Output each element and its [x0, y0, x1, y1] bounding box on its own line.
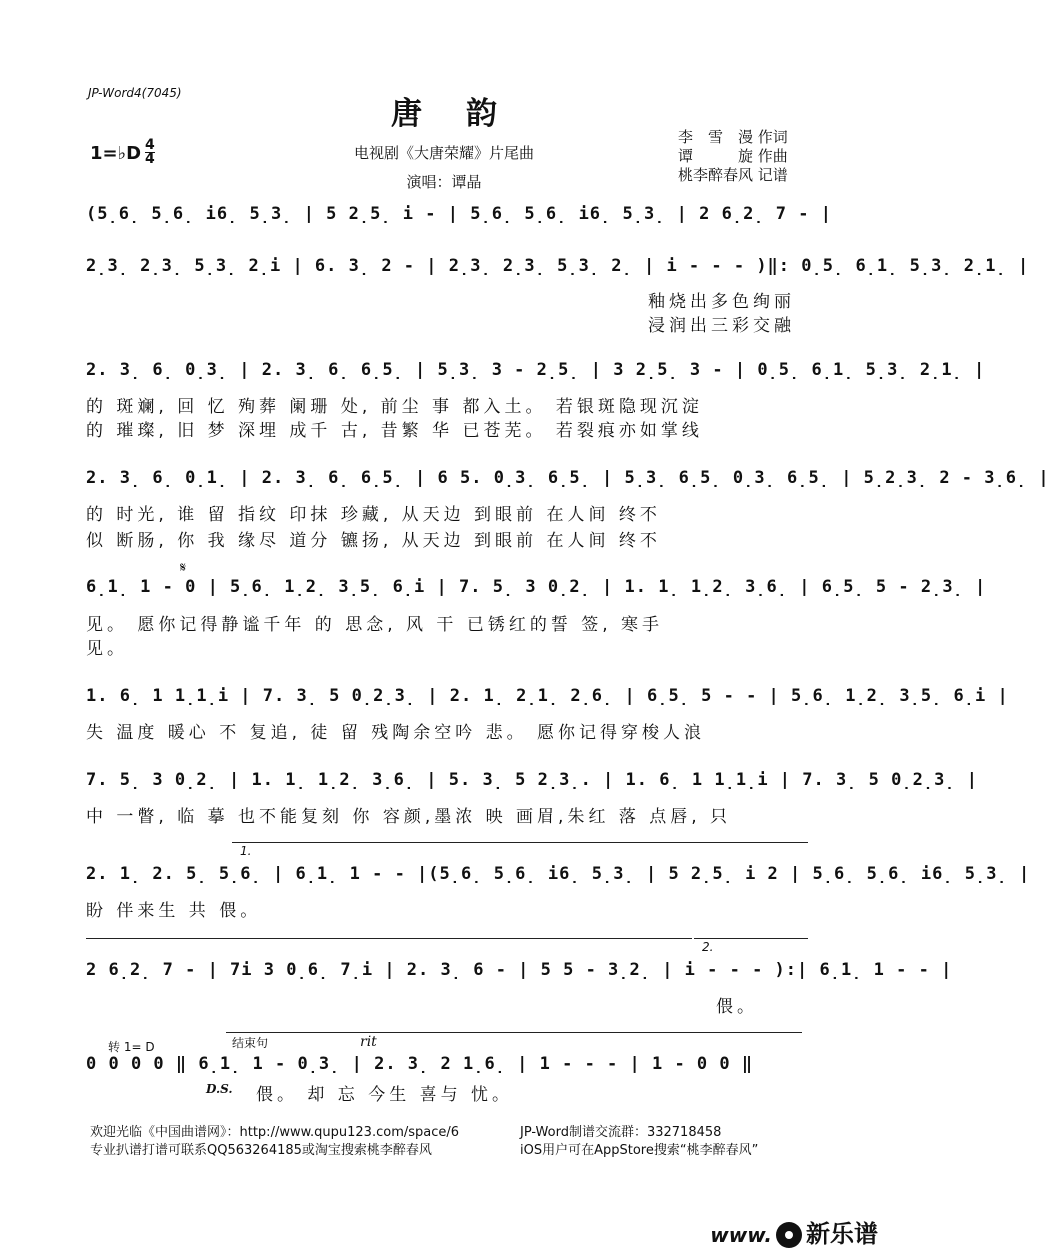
- lyric-line-3-verse-1: 的 斑斓, 回 忆 殉葬 阑珊 处, 前尘 事 都入土。 若银斑隐现沉淀: [86, 397, 703, 417]
- footer-left: [90, 1124, 459, 1160]
- tempo-mark: rit: [360, 1034, 377, 1050]
- lyric-line-8: 盼 伴来生 共 偎。: [86, 901, 262, 921]
- brand-site: www.: [710, 1223, 772, 1247]
- lyric-line-4-verse-2: 似 断肠, 你 我 缘尽 道分 镳扬, 从天边 到眼前 在人间 终不: [86, 531, 661, 551]
- composer-credit: 谭 旋 作曲: [678, 147, 788, 165]
- lyric-line-5-verse-1: 见。 愿你记得静谧千年 的 思念, 风 干 已锈红的誓 签, 寒手: [86, 615, 664, 635]
- notation-line-5: 6̣1̣ 1 - 0 | 5̣6̣ 1̣2̣ 3̣5̣ 6̣i | 7. 5̣ 3 0̣2̣ | 1. 1̣ 1̣2̣ 3̣6̣ | 6̣5̣ 5 - 2̣3̣ |: [86, 577, 987, 597]
- volta-2-label: 2.: [702, 940, 714, 954]
- volta-bracket-2: [694, 938, 808, 939]
- notation-line-1: (5̣6̣ 5̣6̣ i6̣ 5̣3̣ | 5 2̣5̣ i - | 5̣6̣ 5̣6̣ i6̣ 5̣3̣ | 2 6̣2̣ 7 - |: [86, 204, 832, 224]
- notation-line-6: 1. 6̣ 1 1̣1̣i | 7. 3̣ 5 0̣2̣3̣ | 2. 1̣ 2̣1̣ 2̣6̣ | 6̣5̣ 5 - - | 5̣6̣ 1̣2̣ 3̣5̣ 6̣i |: [86, 686, 1009, 706]
- volta-1-label: 1.: [240, 844, 252, 858]
- footer-group-line: JP-Word制谱交流群：332718458: [520, 1125, 722, 1140]
- transcriber-credit: 桃李醉春风 记谱: [678, 166, 788, 184]
- key-signature: 1=♭D: [90, 143, 142, 164]
- lyric-line-5-verse-2: 见。: [86, 639, 128, 659]
- lyric-line-9: 偎。: [716, 997, 758, 1017]
- lyricist-credit: 李 雪 漫 作词: [678, 128, 788, 146]
- software-label: JP-Word4(7045): [88, 86, 182, 100]
- lyric-line-2-verse-2: 浸润出三彩交融: [648, 316, 795, 336]
- lyric-line-4-verse-1: 的 时光, 谁 留 指纹 印抹 珍藏, 从天边 到眼前 在人间 终不: [86, 505, 661, 525]
- footer-contact-line: 专业扒谱打谱可联系QQ563264185或淘宝搜索桃李醉春风: [90, 1143, 432, 1158]
- notation-line-7: 7. 5̣ 3 0̣2̣ | 1. 1̣ 1̣2̣ 3̣6̣ | 5. 3̣ 5 2̣3̣. | 1. 6̣ 1 1̣1̣i | 7. 3̣ 5 0̣2̣3̣ |: [86, 770, 979, 790]
- volta-bracket-continued: [86, 938, 692, 939]
- modulation-mark: 转 1= D: [108, 1040, 155, 1054]
- lyric-line-6: 失 温度 暖心 不 复追, 徒 留 残陶余空吟 悲。 愿你记得穿梭人浪: [86, 723, 706, 743]
- time-top: 4: [145, 137, 155, 153]
- time-bottom: 4: [145, 151, 155, 167]
- notation-line-10: 0 0 0 0 ‖ 6̣1̣ 1 - 0̣3̣ | 2. 3̣ 2 1̣6̣ | 1 - - - | 1 - 0 0 ‖: [86, 1054, 754, 1074]
- lyric-line-3-verse-2: 的 璀璨, 旧 梦 深埋 成千 古, 昔繁 华 已苍芜。 若裂痕亦如掌线: [86, 421, 703, 441]
- credits: [678, 128, 788, 185]
- lyric-line-10: 偎。 却 忘 今生 喜与 忧。: [256, 1085, 514, 1105]
- coda-bracket: [226, 1032, 802, 1033]
- lyric-line-2-verse-1: 釉烧出多色绚丽: [648, 292, 795, 312]
- notation-line-2: 2̣3̣ 2̣3̣ 5̣3̣ 2̣i | 6. 3̣ 2 - | 2̣3̣ 2̣3̣ 5̣3̣ 2̣ | i - - - )‖: 0̣5̣ 6̣1̣ 5̣3̣ 2̣1̣ |: [86, 256, 1030, 276]
- notation-line-9: 2 6̣2̣ 7 - | 7i 3 0̣6̣ 7̣i | 2. 3̣ 6 - | 5 5 - 3̣2̣ | i - - - ):| 6̣1̣ 1 - - |: [86, 960, 953, 980]
- volta-bracket-1: [232, 842, 808, 843]
- notation-line-3: 2. 3̣ 6̣ 0̣3̣ | 2. 3̣ 6̣ 6̣5̣ | 5̣3̣ 3 - 2̣5̣ | 3 2̣5̣ 3 - | 0̣5̣ 6̣1̣ 5̣3̣ 2̣1̣ |: [86, 360, 986, 380]
- brand-logo: [710, 1214, 878, 1249]
- footer-right: [520, 1124, 758, 1160]
- song-subtitle: 电视剧《大唐荣耀》片尾曲: [353, 144, 534, 162]
- footer-ios-line: iOS用户可在AppStore搜索“桃李醉春风”: [520, 1143, 759, 1158]
- singer: 演唱：谭晶: [406, 173, 482, 191]
- lyric-line-7: 中 一瞥, 临 摹 也不能复刻 你 容颜,墨浓 映 画眉,朱红 落 点唇, 只: [86, 807, 732, 827]
- notation-line-8: 2. 1̣ 2. 5̣ 5̣6̣ | 6̣1̣ 1 - - |(5̣6̣ 5̣6̣ i6̣ 5̣3̣ | 5 2̣5̣ i 2 | 5̣6̣ 5̣6̣ i6̣ 5̣3̣ |: [86, 864, 1031, 884]
- segno-sign: 𝄋: [180, 560, 187, 576]
- song-title: 唐韵: [391, 96, 541, 132]
- footer-website-line: 欢迎光临《中国曲谱网》：http://www.qupu123.com/space/6: [90, 1125, 460, 1140]
- ds-mark: D.S.: [206, 1082, 233, 1096]
- record-disc-icon: [776, 1222, 802, 1248]
- notation-line-4: 2. 3̣ 6̣ 0̣1̣ | 2. 3̣ 6̣ 6̣5̣ | 6 5. 0̣3̣ 6̣5̣ | 5̣3̣ 6̣5̣ 0̣3̣ 6̣5̣ | 5̣2̣3̣ 2 - 3̣6̣ |: [86, 468, 1050, 488]
- brand-name: 新乐谱: [806, 1220, 878, 1248]
- coda-label: 结束句: [232, 1036, 269, 1050]
